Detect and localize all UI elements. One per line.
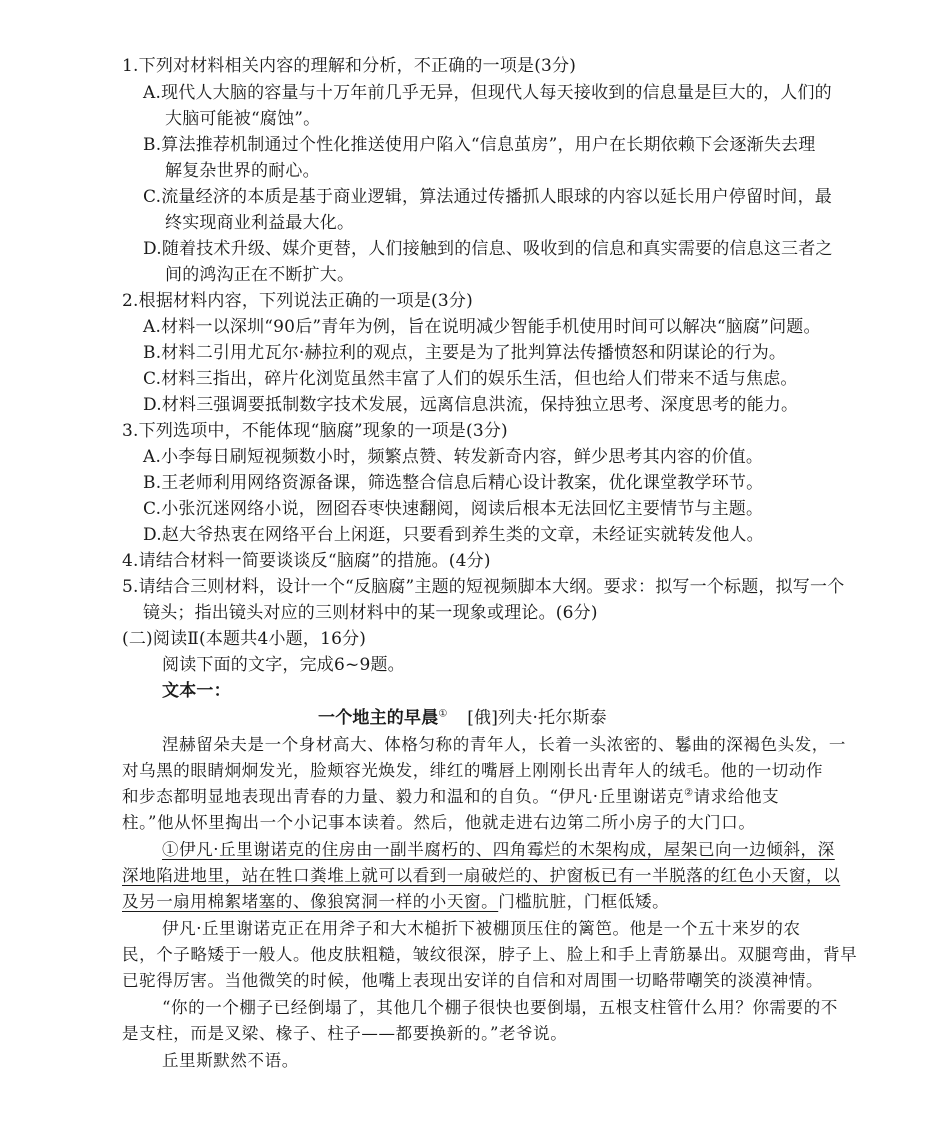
question-3-stem: 3.下列选项中，不能体现“脑腐”现象的一项是(3分) [122, 421, 508, 441]
story-p3-line-2: 民，个子略矮于一般人。他皮肤粗糙，皱纹很深，脖子上、脸上和手上青筋暴出。双腿弯曲，背早 [122, 945, 858, 964]
question-1-option-a-line-2: 大脑可能被“腐蚀”。 [165, 109, 321, 129]
story-p2-line-3-tail: 门槛肮脏，门框低矮。 [498, 892, 670, 911]
question-1-option-c-line-2: 终实现商业利益最大化。 [165, 213, 355, 233]
story-p2-line-3-underlined: 及另一扇用棉絮堵塞的、像狼窝洞一样的小天窗。 [122, 892, 499, 911]
story-p1-line-3-tail: 请求给他支 [693, 787, 780, 806]
question-1-option-c-line-1: C.流量经济的本质是基于商业逻辑，算法通过传播抓人眼球的内容以延长用户停留时间，最 [143, 187, 833, 207]
story-p1-line-3 [122, 785, 779, 809]
question-2-option-a: A.材料一以深圳“90后”青年为例，旨在说明减少智能手机使用时间可以解决“脑腐”问题。 [143, 317, 821, 337]
question-3-option-b: B.王老师利用网络资源备课，筛选整合信息后精心设计教案，优化课堂教学环节。 [143, 473, 764, 493]
question-1-option-a-line-1: A.现代人大脑的容量与十万年前几乎无异，但现代人每天接收到的信息量是巨大的，人们的 [143, 83, 832, 103]
question-2-option-c: C.材料三指出，碎片化浏览虽然丰富了人们的娱乐生活，但也给人们带来不适与焦虑。 [143, 369, 798, 389]
story-p3-line-1: 伊凡·丘里谢诺克正在用斧子和大木槌折下被棚顶压住的篱笆。他是一个五十来岁的农 [162, 919, 801, 938]
question-3-option-a: A.小李每日刷短视频数小时，频繁点赞、转发新奇内容，鲜少思考其内容的价值。 [143, 447, 764, 467]
question-1-option-d-line-1: D.随着技术升级、媒介更替，人们接触到的信息、吸收到的信息和真实需要的信息这三者之 [143, 239, 833, 259]
question-1-stem: 1.下列对材料相关内容的理解和分析，不正确的一项是(3分) [122, 56, 577, 76]
question-2-stem: 2.根据材料内容，下列说法正确的一项是(3分) [122, 291, 473, 311]
story-p3-line-3: 已驼得厉害。当他微笑的时候，他嘴上表现出安详的自信和对周围一切略带嘲笑的淡漠神情。 [122, 971, 824, 990]
question-5-stem-line-1: 5.请结合三则材料，设计一个“反脑腐”主题的短视频脚本大纲。要求：拟写一个标题，拟写一个 [122, 577, 845, 597]
story-p1-line-3-text: 和步态都明显地表现出青春的力量、毅力和温和的自负。“伊凡·丘里谢诺克 [122, 787, 685, 806]
story-p4-line-2: 是支柱，而是叉梁、椽子、柱子——都要换新的。”老爷说。 [122, 1024, 568, 1043]
story-p1-line-2: 对乌黑的眼睛炯炯发光，脸颊容光焕发，绯红的嘴唇上刚刚长出青年人的绒毛。他的一切动作 [122, 761, 824, 780]
story-title: 一个地主的早晨 [318, 708, 439, 728]
story-title-footnote-marker: ① [438, 708, 448, 720]
question-2-option-d: D.材料三强调要抵制数字技术发展，远离信息洪流，保持独立思考、深度思考的能力。 [143, 395, 799, 415]
section-2-heading: (二)阅读Ⅱ(本题共4小题，16分) [122, 629, 367, 649]
text-one-label: 文本一： [162, 681, 231, 701]
question-5-stem-line-2: 镜头；指出镜头对应的三则材料中的某一现象或理论。(6分) [143, 603, 598, 623]
story-p5-line-1: 丘里斯默然不语。 [162, 1051, 299, 1070]
story-p2-line-3 [122, 890, 669, 914]
story-p2-line-1-underlined: ①伊凡·丘里谢诺克的住房由一副半腐朽的、四角霉烂的木架构成，屋架已向一边倾斜，深 [162, 840, 835, 859]
story-title-line [318, 706, 607, 730]
story-p1-line-1: 涅赫留朵夫是一个身材高大、体格匀称的青年人，长着一头浓密的、鬈曲的深褐色头发，一 [162, 735, 846, 754]
story-p2-line-2-underlined: 深地陷进地里，站在牲口粪堆上就可以看到一扇破烂的、护窗板已有一半脱落的红色小天窗，以 [122, 866, 841, 885]
footnote-marker-2: ② [684, 787, 694, 799]
question-1-option-d-line-2: 间的鸿沟正在不断扩大。 [165, 265, 355, 285]
question-3-option-c: C.小张沉迷网络小说，囫囵吞枣快速翻阅，阅读后根本无法回忆主要情节与主题。 [143, 499, 764, 519]
story-author: [俄]列夫·托尔斯泰 [467, 708, 607, 728]
story-p4-line-1: “你的一个棚子已经倒塌了，其他几个棚子很快也要倒塌，五根支柱管什么用？你需要的不 [162, 998, 838, 1017]
story-p1-line-4: 柱。”他从怀里掏出一个小记事本读着。然后，他就走进右边第二所小房子的大门口。 [122, 813, 756, 832]
question-1-option-b-line-2: 解复杂世界的耐心。 [165, 161, 320, 181]
question-4-stem: 4.请结合材料一简要谈谈反“脑腐”的措施。(4分) [122, 551, 491, 571]
reading-instruction: 阅读下面的文字，完成6~9题。 [162, 655, 405, 675]
question-2-option-b: B.材料二引用尤瓦尔·赫拉利的观点，主要是为了批判算法传播愤怒和阴谋论的行为。 [143, 343, 787, 363]
question-1-option-b-line-1: B.算法推荐机制通过个性化推送使用户陷入“信息茧房”，用户在长期依赖下会逐渐失去理 [143, 135, 816, 155]
question-3-option-d: D.赵大爷热衷在网络平台上闲逛，只要看到养生类的文章，未经证实就转发他人。 [143, 525, 764, 545]
